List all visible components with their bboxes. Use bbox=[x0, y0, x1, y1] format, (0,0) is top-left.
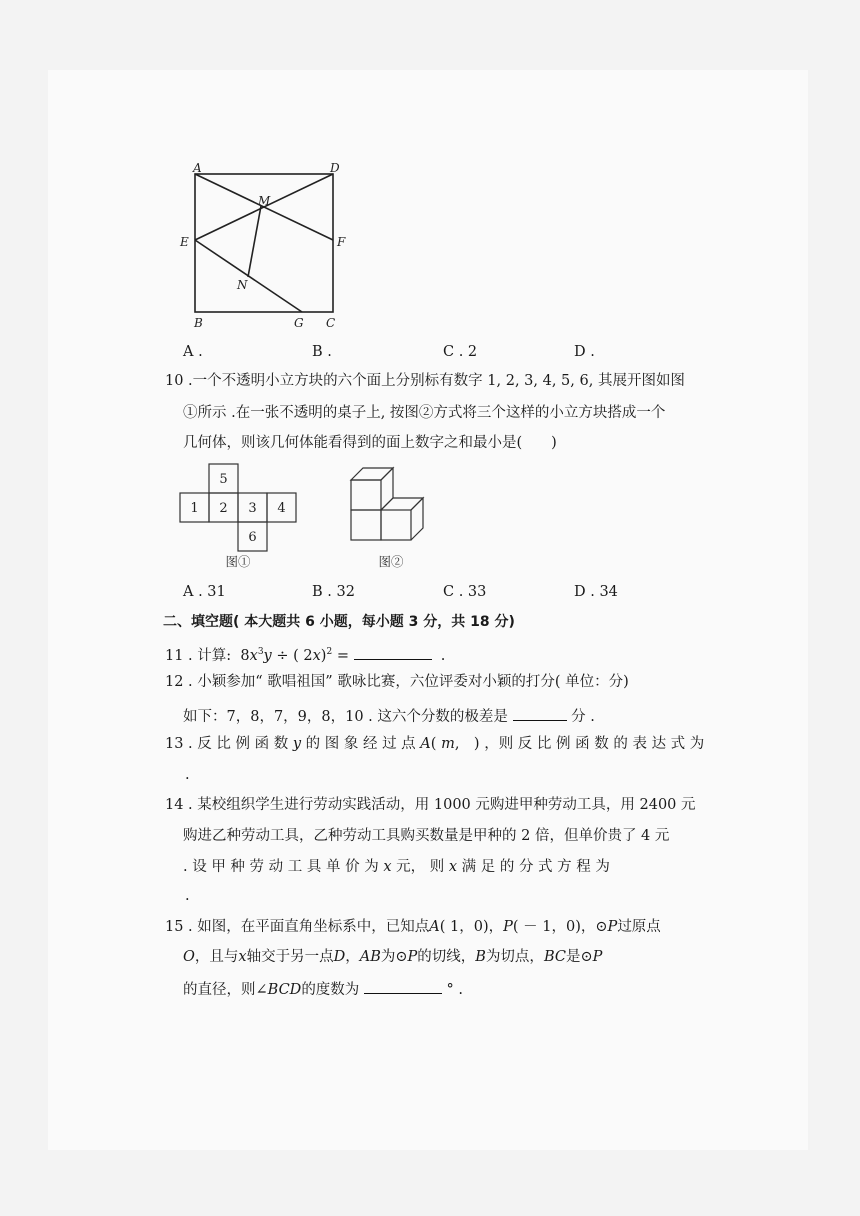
cube-net-figure bbox=[178, 462, 303, 572]
q15-line-2: O，且与x轴交于另一点D，AB为⊙P的切线，B为切点，BC是⊙P bbox=[183, 949, 603, 965]
q11-line: 11 . 计算: $8x^3y$ ÷ ( 2x)$^2$ = . bbox=[165, 645, 445, 664]
q15-line-3: 的直径，则∠BCD的度数为 ° . bbox=[183, 979, 463, 998]
line-mn bbox=[248, 206, 261, 277]
q10-line-1: 10 .一个不透明小立方块的六个面上分别标有数字 1, 2, 3, 4, 5, 6, 其展开图如图 bbox=[165, 373, 685, 389]
q14-line-3: . 设 甲 种 劳 动 工 具 单 价 为 x 元， 则 x 满 足 的 分 式 方 程 为 bbox=[183, 859, 610, 875]
q15-line-1: 15 . 如图，在平面直角坐标系中，已知点A( 1，0)，P( － 1，0)，⊙P过原点 bbox=[165, 919, 661, 935]
net-face-4: 4 bbox=[277, 501, 286, 516]
q10-option-b: B . 32 bbox=[312, 584, 355, 600]
label-b: B bbox=[194, 316, 203, 330]
section-2-title: 二、填空题( 本大题共 6 小题，每小题 3 分，共 18 分) bbox=[163, 614, 515, 630]
stacked-cubes-figure bbox=[345, 462, 435, 572]
q9-option-b: B . bbox=[312, 344, 332, 360]
q14-line-1: 14 . 某校组织学生进行劳动实践活动，用 1000 元购进甲种劳动工具，用 2400 元 bbox=[165, 797, 696, 813]
net-face-2: 2 bbox=[219, 501, 228, 516]
label-m: M bbox=[258, 194, 271, 208]
q10-option-a: A . 31 bbox=[183, 584, 226, 600]
q15-answer-blank[interactable] bbox=[364, 979, 442, 994]
q14-line-4: . bbox=[185, 888, 190, 904]
q9-option-d: D . bbox=[574, 344, 595, 360]
q10-option-d: D . 34 bbox=[574, 584, 618, 600]
q10-line-2: ①所示 .在一张不透明的桌子上, 按图②方式将三个这样的小立方块搭成一个 bbox=[183, 405, 666, 421]
q14-line-2: 购进乙种劳动工具，乙种劳动工具购买数量是甲种的 2 倍，但单价贵了 4 元 bbox=[183, 828, 670, 844]
net-face-3: 3 bbox=[248, 501, 257, 516]
square-figure-q9 bbox=[170, 155, 360, 335]
q12-answer-blank[interactable] bbox=[513, 706, 567, 721]
fig1-caption: 图① bbox=[225, 554, 251, 569]
q12-line-2: 如下：7，8，7，9，8，10 . 这六个分数的极差是 分 . bbox=[183, 706, 595, 725]
label-g: G bbox=[294, 316, 304, 330]
label-n: N bbox=[237, 278, 248, 292]
q13-line-2: . bbox=[185, 767, 190, 783]
q13-line-1: 13 . 反 比 例 函 数 y 的 图 象 经 过 点 A( m, ) ，则 反 比 例 函 数 的 表 达 式 为 bbox=[165, 736, 705, 752]
q12-line-1: 12 . 小颖参加“ 歌唱祖国” 歌咏比赛，六位评委对小颖的打分( 单位：分) bbox=[165, 674, 629, 690]
label-f: F bbox=[337, 235, 346, 249]
q9-option-c: C . 2 bbox=[443, 344, 478, 360]
net-face-1: 1 bbox=[190, 501, 199, 516]
q10-option-c: C . 33 bbox=[443, 584, 487, 600]
net-face-top: 5 bbox=[219, 472, 228, 487]
label-d: D bbox=[330, 161, 340, 175]
q9-option-a: A . bbox=[183, 344, 203, 360]
label-e: E bbox=[180, 235, 189, 249]
net-face-bottom: 6 bbox=[248, 530, 257, 545]
label-c: C bbox=[326, 316, 336, 330]
q11-answer-blank[interactable] bbox=[354, 645, 432, 660]
label-a: A bbox=[193, 161, 202, 175]
q10-line-3: 几何体，则该几何体能看得到的面上数字之和最小是( ) bbox=[183, 435, 557, 451]
fig2-caption: 图② bbox=[378, 554, 404, 569]
